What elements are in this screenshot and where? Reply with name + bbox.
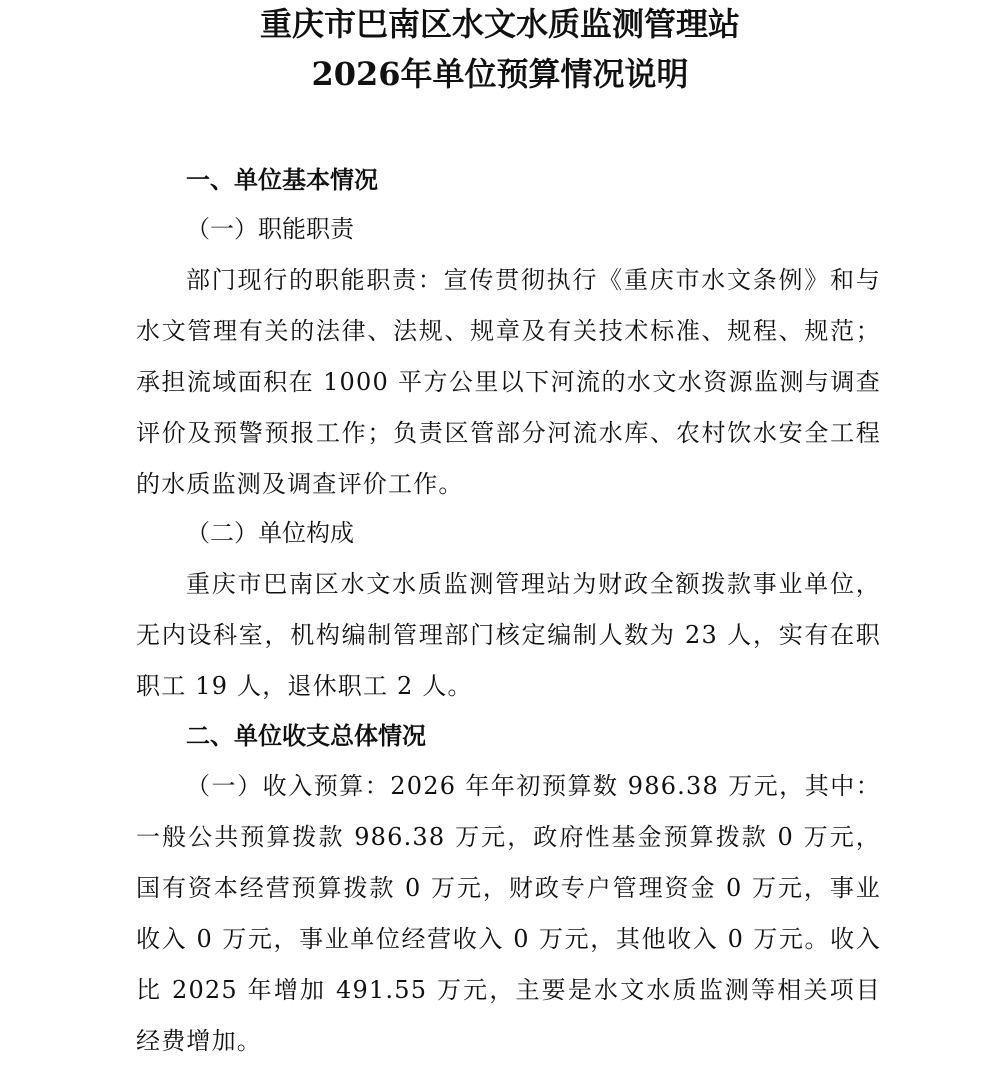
section1-heading: 一、单位基本情况 [186,165,378,194]
section1-sub2-text: 重庆市巴南区水文水质监测管理站为财政全额拨款事业单位，无内设科室，机构编制管理部门核定编制人数为 23 人，实有在职职工 19 人，退休职工 2 人。 [136,570,881,700]
section1-sub1-heading: （一）职能职责 [186,215,354,243]
section2-sub1-paragraph [136,761,881,1067]
section2-sub1-text: （一）收入预算：2026 年年初预算数 986.38 万元，其中：一般公共预算拨款 986.38 万元，政府性基金预算拨款 0 万元，国有资本经营预算拨款 0 万元，财政专户管理资金 0 万元，事业收入 0 万元，事业单位经营收入 0 万元，其他收入 0 万元。收入比 2025 年增加 491.55 万元，主要是水文水质监测等相关项目经费增加。 [136,772,881,1055]
section1-sub1-text: 部门现行的职能职责：宣传贯彻执行《重庆市水文条例》和与水文管理有关的法律、法规、规章及有关技术标准、规程、规范；承担流域面积在 1000 平方公里以下河流的水文水资源监测与调查评价及预警预报工作；负责区管部分河流水库、农村饮水安全工程的水质监测及调查评价工作。 [136,266,881,498]
document-title-line2: 2026年单位预算情况说明 [311,55,689,93]
section1-sub2-heading: （二）单位构成 [186,519,354,547]
document-title-line1: 重庆市巴南区水文水质监测管理站 [259,5,740,43]
section2-heading: 二、单位收支总体情况 [186,721,426,750]
section1-sub2-paragraph [136,559,881,712]
section1-sub1-paragraph [136,255,881,510]
